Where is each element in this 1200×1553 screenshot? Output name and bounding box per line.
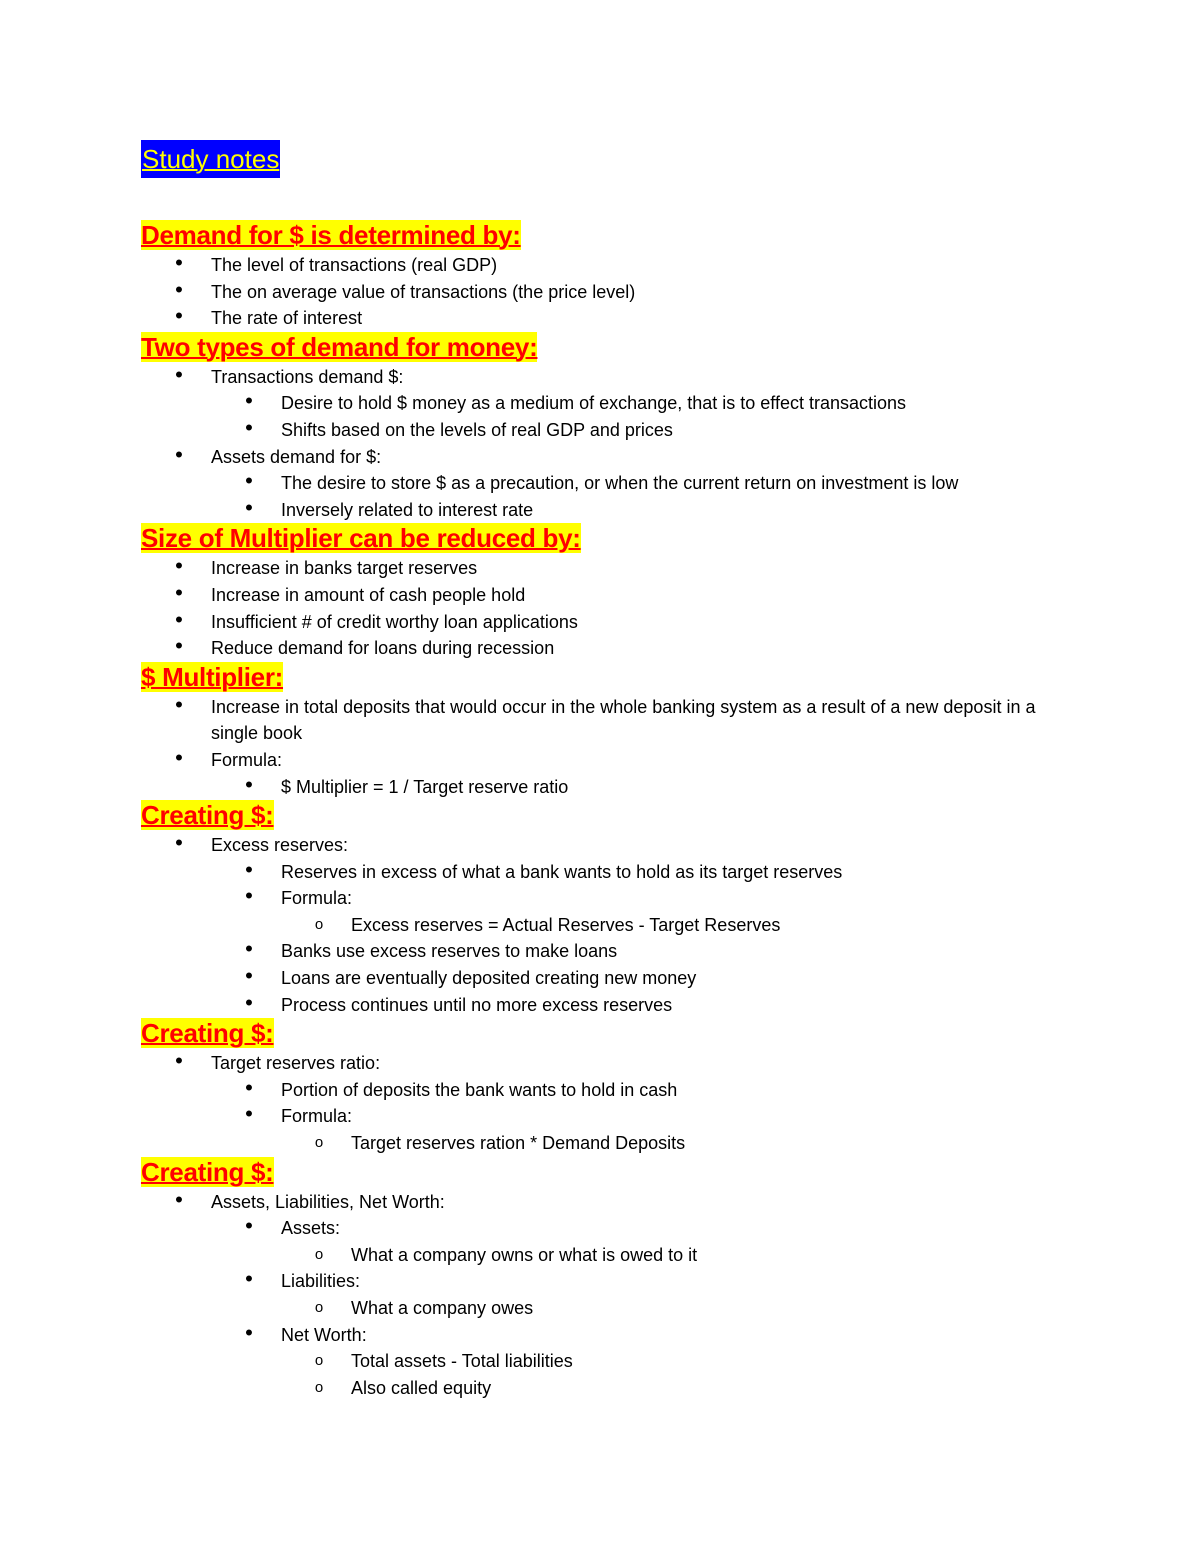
list-item — [211, 965, 1141, 992]
disc-bullet-icon: • — [175, 606, 183, 632]
disc-bullet-icon: • — [175, 276, 183, 302]
list-item — [281, 912, 1141, 939]
section-heading-text: Creating $: — [141, 800, 274, 831]
circle-bullet-icon: o — [314, 1245, 324, 1263]
list-item-text: Assets demand for $: — [211, 446, 382, 467]
list-item — [141, 744, 1141, 800]
section — [141, 798, 1141, 1018]
bullet-list-level-3 — [281, 1242, 1141, 1269]
list-item-text: Increase in total deposits that would occur in the whole banking system as a result of a new deposit in a single book — [211, 696, 1036, 744]
disc-bullet-icon: • — [245, 963, 253, 989]
list-item — [141, 606, 1141, 636]
disc-bullet-icon: • — [245, 1319, 253, 1345]
list-item-text: The rate of interest — [211, 308, 363, 329]
section-heading — [141, 218, 1141, 252]
section-heading-text: Creating $: — [141, 1018, 274, 1049]
list-item — [141, 1050, 1141, 1156]
disc-bullet-icon: • — [245, 856, 253, 882]
list-item-text: Loans are eventually deposited creating new money — [281, 968, 697, 989]
bullet-list-level-3 — [281, 1130, 1141, 1157]
bullet-list-level-2 — [211, 1074, 1141, 1157]
disc-bullet-icon: • — [175, 250, 183, 275]
list-item — [141, 361, 1141, 444]
disc-bullet-icon: • — [175, 830, 183, 856]
list-item-text: Excess reserves: — [211, 835, 349, 856]
section-heading-text: Creating $: — [141, 1156, 274, 1187]
list-item-text: Increase in amount of cash people hold — [211, 584, 526, 605]
bullet-list-level-3 — [281, 1348, 1141, 1401]
list-item-text: Insufficient # of credit worthy loan applications — [211, 611, 578, 632]
list-item — [141, 276, 1141, 306]
disc-bullet-icon: • — [245, 771, 253, 797]
list-item — [281, 1242, 1141, 1269]
disc-bullet-icon: • — [245, 936, 253, 962]
list-item-text: Process continues until no more excess reserves — [281, 994, 673, 1015]
list-item — [141, 579, 1141, 609]
list-item — [211, 470, 1141, 497]
list-item — [141, 635, 1141, 662]
list-item-text: Excess reserves = Actual Reserves - Target Reserves — [351, 914, 781, 935]
bullet-list-level-2 — [211, 1215, 1141, 1401]
list-item-text: Portion of deposits the bank wants to hold in cash — [281, 1079, 678, 1100]
bullet-list-level-1 — [141, 1050, 1141, 1156]
list-item — [211, 885, 1141, 938]
disc-bullet-icon: • — [245, 883, 253, 909]
list-item-text: Also called equity — [351, 1377, 492, 1398]
list-item-text: Formula: — [281, 1106, 353, 1127]
list-item-text: Banks use excess reserves to make loans — [281, 941, 618, 962]
disc-bullet-icon: • — [245, 414, 253, 440]
disc-bullet-icon: • — [175, 441, 183, 467]
section — [141, 1016, 1141, 1156]
circle-bullet-icon: o — [314, 1299, 324, 1316]
list-item — [211, 989, 1141, 1019]
list-item-text: The on average value of transactions (the price level) — [211, 281, 636, 302]
list-item — [211, 414, 1141, 444]
bullet-list-level-1 — [141, 832, 1141, 1018]
disc-bullet-icon: • — [245, 989, 253, 1015]
circle-bullet-icon: o — [314, 1134, 324, 1152]
section — [141, 660, 1141, 800]
list-item-text: Formula: — [211, 749, 283, 770]
list-item — [141, 691, 1141, 747]
disc-bullet-icon: • — [175, 633, 183, 659]
list-item-text: Desire to hold $ money as a medium of exchange, that is to effect transactions — [281, 393, 907, 414]
circle-bullet-icon: o — [314, 1352, 324, 1370]
list-item — [211, 1215, 1141, 1268]
list-item — [281, 1375, 1141, 1402]
list-item-text: The desire to store $ as a precaution, or when the current return on investment is low — [281, 473, 959, 494]
bullet-list-level-3 — [281, 912, 1141, 939]
disc-bullet-icon: • — [245, 494, 253, 520]
list-item-text: Inversely related to interest rate — [281, 499, 534, 520]
list-item — [211, 494, 1141, 524]
list-item — [141, 1186, 1141, 1402]
bullet-list-level-1 — [141, 555, 1141, 661]
list-item — [281, 1130, 1141, 1157]
list-item-text: Formula: — [281, 888, 353, 909]
list-item — [211, 938, 1141, 965]
bullet-list-level-2 — [211, 856, 1141, 1019]
disc-bullet-icon: • — [175, 303, 183, 329]
list-item — [141, 441, 1141, 524]
section-heading-text: Size of Multiplier can be reduced by: — [141, 523, 581, 554]
section — [141, 218, 1141, 332]
disc-bullet-icon: • — [175, 1048, 183, 1074]
section-heading-text: Two types of demand for money: — [141, 331, 538, 362]
list-item — [211, 1074, 1141, 1104]
bullet-list-level-2 — [211, 470, 1141, 523]
list-item — [141, 305, 1141, 332]
section-heading — [141, 330, 1141, 364]
section — [141, 1155, 1141, 1402]
section-heading — [141, 798, 1141, 832]
disc-bullet-icon: • — [175, 579, 183, 605]
section-heading-text: $ Multiplier: — [141, 661, 283, 692]
section-heading-text: Demand for $ is determined by: — [141, 220, 521, 250]
list-item — [211, 856, 1141, 886]
list-item-text: Reserves in excess of what a bank wants to hold as its target reserves — [281, 861, 843, 882]
disc-bullet-icon: • — [245, 1074, 253, 1100]
bullet-list-level-1 — [141, 252, 1141, 332]
disc-bullet-icon: • — [175, 744, 183, 770]
list-item-text: Assets, Liabilities, Net Worth: — [211, 1191, 445, 1212]
disc-bullet-icon: • — [245, 388, 253, 414]
list-item-text: The level of transactions (real GDP) — [211, 255, 498, 275]
disc-bullet-icon: • — [175, 553, 183, 579]
document-page — [141, 140, 1141, 1401]
list-item-text: What a company owes — [351, 1298, 534, 1318]
section — [141, 330, 1141, 524]
bullet-list-level-1 — [141, 1186, 1141, 1402]
section-heading — [141, 1016, 1141, 1050]
list-item-text: Target reserves ration * Demand Deposits — [351, 1133, 686, 1154]
list-item — [211, 1319, 1141, 1402]
list-item — [141, 252, 1141, 279]
list-item — [141, 555, 1141, 582]
list-item-text: Net Worth: — [281, 1324, 367, 1345]
list-item — [281, 1295, 1141, 1322]
list-item-text: Shifts based on the levels of real GDP and prices — [281, 419, 673, 440]
page-title: Study notes — [141, 140, 280, 178]
circle-bullet-icon: o — [314, 915, 324, 933]
list-item — [211, 390, 1141, 417]
section-heading — [141, 660, 1141, 694]
list-item-text: Increase in banks target reserves — [211, 558, 478, 579]
list-item — [211, 771, 1141, 801]
disc-bullet-icon: • — [245, 1101, 253, 1127]
disc-bullet-icon: • — [175, 1186, 183, 1212]
bullet-list-level-2 — [211, 771, 1141, 801]
list-item — [281, 1348, 1141, 1375]
list-item-text: Assets: — [281, 1218, 341, 1239]
list-item-text: Total assets - Total liabilities — [351, 1351, 573, 1372]
disc-bullet-icon: • — [245, 1213, 253, 1239]
disc-bullet-icon: • — [175, 361, 183, 387]
disc-bullet-icon: • — [175, 691, 183, 717]
title-block — [141, 140, 1141, 220]
circle-bullet-icon: o — [314, 1378, 324, 1396]
bullet-list-level-3 — [281, 1295, 1141, 1322]
disc-bullet-icon: • — [245, 468, 253, 494]
list-item-text: Transactions demand $: — [211, 366, 404, 387]
list-item-text: Liabilities: — [281, 1271, 361, 1292]
section — [141, 521, 1141, 661]
sections-container — [141, 218, 1141, 1401]
bullet-list-level-1 — [141, 361, 1141, 524]
section-heading — [141, 1155, 1141, 1189]
list-item-text: $ Multiplier = 1 / Target reserve ratio — [281, 776, 569, 797]
list-item — [141, 832, 1141, 1018]
disc-bullet-icon: • — [245, 1266, 253, 1292]
list-item-text: Reduce demand for loans during recession — [211, 638, 555, 659]
list-item-text: What a company owns or what is owed to it — [351, 1244, 698, 1265]
list-item — [211, 1268, 1141, 1321]
bullet-list-level-2 — [211, 390, 1141, 443]
list-item-text: Target reserves ratio: — [211, 1053, 381, 1074]
list-item — [211, 1103, 1141, 1156]
bullet-list-level-1 — [141, 691, 1141, 800]
section-heading — [141, 521, 1141, 555]
